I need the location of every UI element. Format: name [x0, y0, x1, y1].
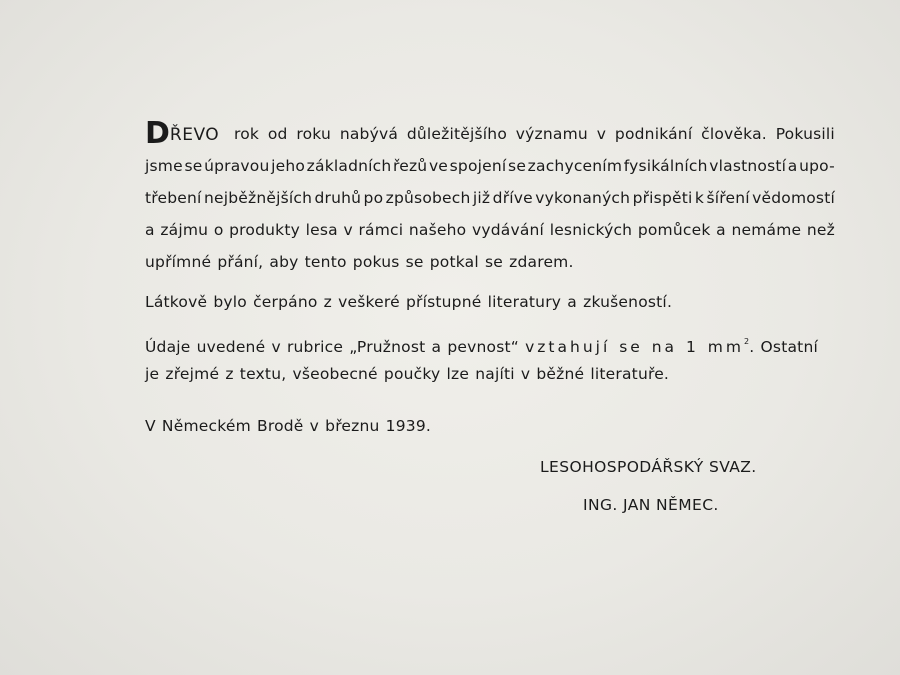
word: již [472, 189, 491, 207]
drop-cap: D [145, 116, 170, 151]
word: po [363, 189, 384, 207]
word: vlastností [709, 157, 787, 175]
word: lesa [305, 221, 338, 239]
paragraph-1-line-4 [145, 214, 835, 246]
word: nejběžnějších [203, 189, 313, 207]
word: našeho [408, 221, 467, 239]
word: o [213, 221, 224, 239]
word: v [343, 221, 353, 239]
word: zájmu [160, 221, 209, 239]
word: v [596, 125, 607, 143]
word: pomůcek [637, 221, 711, 239]
spacer [145, 390, 835, 410]
word: lesnických [549, 221, 633, 239]
paragraph-3 [145, 326, 835, 390]
word: dříve [492, 189, 533, 207]
paragraph-1-line-5: upřímné přání, aby tento pokus se potkal se zdarem. [145, 253, 574, 271]
paragraph-1 [145, 118, 835, 278]
word: zachycením [527, 157, 623, 175]
word: šíření [706, 189, 750, 207]
word: od [267, 125, 288, 143]
word: významu [515, 125, 588, 143]
paragraph-3-line-1 [145, 326, 835, 358]
preface-text [145, 118, 835, 442]
word: ve [428, 157, 449, 175]
word: důležitějšího [406, 125, 507, 143]
sentence-end: . Ostatní [749, 338, 818, 356]
lead-word: ŘEVO [169, 125, 220, 145]
word: úpravou [204, 157, 270, 175]
paragraph-1-line-3 [145, 182, 835, 214]
paragraph-1-line-1 [145, 118, 835, 150]
word: jsme [145, 157, 183, 175]
word: třebení [145, 189, 202, 207]
word: k [694, 189, 705, 207]
word: řezů [393, 157, 428, 175]
word: podnikání [614, 125, 693, 143]
word: vědomostí [752, 189, 835, 207]
word: než [806, 221, 835, 239]
word: Pokusili [775, 125, 835, 143]
word: nabývá [339, 125, 399, 143]
word: upo- [799, 157, 835, 175]
word: vydávání [471, 221, 545, 239]
word: spojení [449, 157, 507, 175]
word: a [145, 221, 155, 239]
word: člověka. [701, 125, 767, 143]
paragraph-1-line-2 [145, 150, 835, 182]
paragraph-3-line-2: je zřejmé z textu, všeobecné poučky lze najíti v běžné literatuře. [145, 365, 670, 383]
word: se [508, 157, 527, 175]
word: se [184, 157, 203, 175]
word: a [787, 157, 798, 175]
word: způsobech [385, 189, 471, 207]
word: rámci [358, 221, 404, 239]
word: a [716, 221, 726, 239]
paragraph-2: Látkově bylo čerpáno z veškeré přístupné literatury a zkušeností. [145, 293, 673, 311]
word: jeho [271, 157, 306, 175]
word: druhů [314, 189, 362, 207]
word: vykonaných [535, 189, 631, 207]
place-and-date: V Německém Brodě v březnu 1939. [145, 417, 432, 435]
spacer [145, 278, 835, 286]
word: nemáme [731, 221, 802, 239]
signature-person: ING. JAN NĚMEC. [583, 496, 719, 514]
signature-organization: LESOHOSPODÁŘSKÝ SVAZ. [540, 458, 757, 476]
spaced-phrase: vztahují se na 1 mm [525, 338, 744, 356]
spacer [145, 318, 835, 326]
word: fysikálních [623, 157, 708, 175]
rubric-sentence: Údaje uvedené v rubrice „Pružnost a pevnost“ [145, 338, 519, 356]
word: produkty [229, 221, 300, 239]
word: základních [306, 157, 392, 175]
word: roku [296, 125, 332, 143]
word: přispěti [632, 189, 693, 207]
word: rok [233, 125, 260, 143]
superscript: 2 [743, 337, 750, 346]
